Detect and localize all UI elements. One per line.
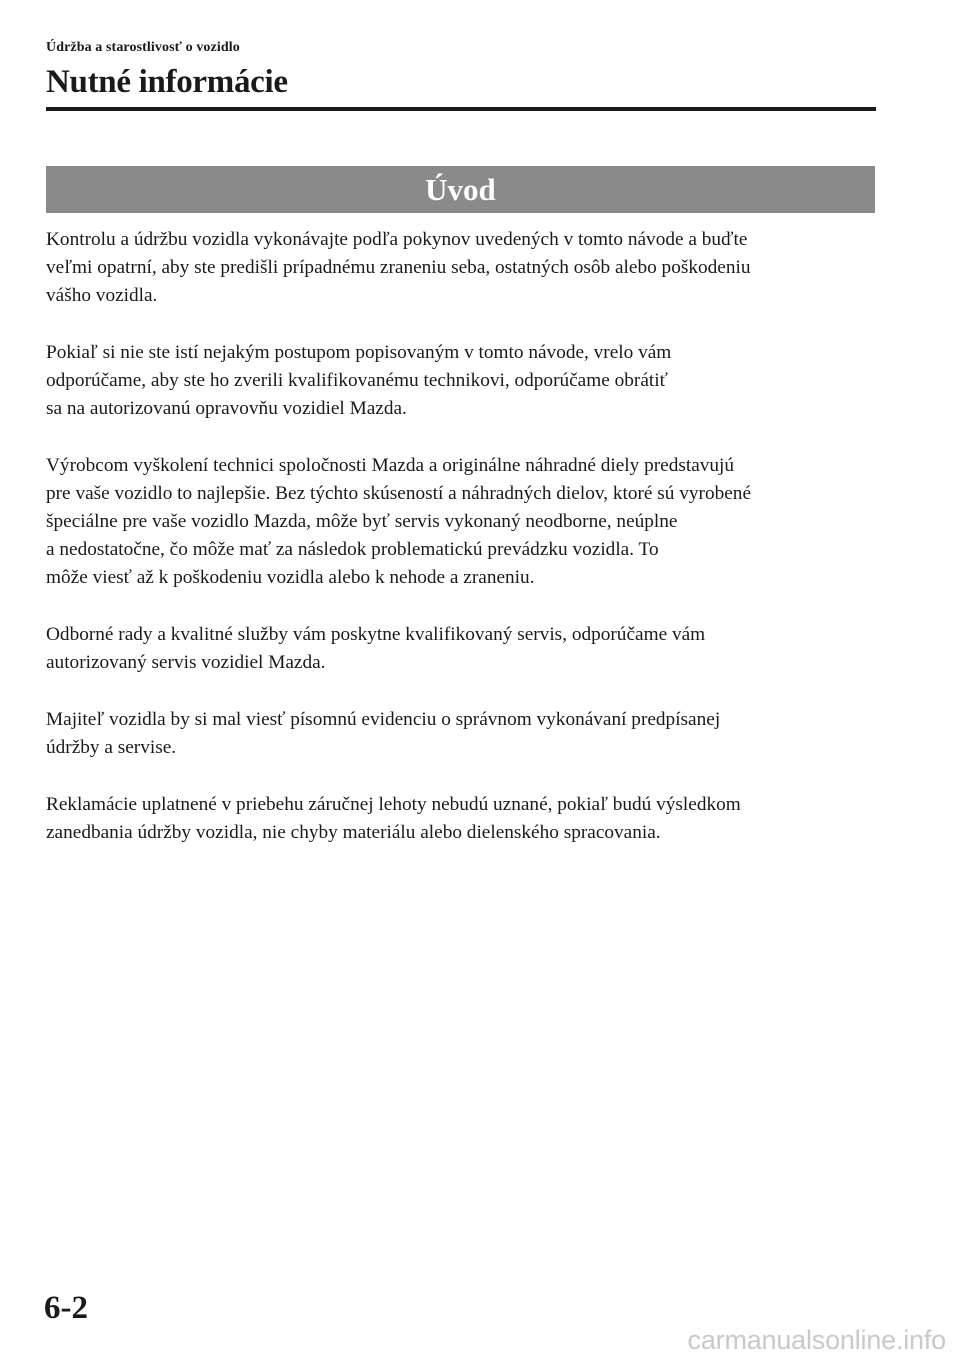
paragraph-5 [46, 706, 876, 762]
paragraph-1 [46, 226, 876, 310]
text-line: údržby a servise. [46, 737, 177, 758]
text-line: Kontrolu a údržbu vozidla vykonávajte podľa pokynov uvedených v tomto návode a buďte [46, 229, 748, 250]
paragraph-6 [46, 791, 876, 847]
text-line: pre vaše vozidlo to najlepšie. Bez týchto skúseností a náhradných dielov, ktoré sú vyrobené [46, 483, 751, 504]
title-divider [46, 107, 876, 111]
paragraph-2 [46, 339, 876, 423]
text-line: Výrobcom vyškolení technici spoločnosti Mazda a originálne náhradné diely predstavujú [46, 455, 735, 476]
text-line: odporúčame, aby ste ho zverili kvalifikovanému technikovi, odporúčame obrátiť [46, 370, 668, 391]
text-line: Odborné rady a kvalitné služby vám poskytne kvalifikovaný servis, odporúčame vám [46, 624, 706, 645]
text-line: a nedostatočne, čo môže mať za následok problematickú prevádzku vozidla. To [46, 539, 659, 560]
section-banner [46, 166, 875, 213]
watermark: carmanualsonline.info [687, 1325, 946, 1355]
running-head: Údržba a starostlivosť o vozidlo [46, 40, 240, 55]
section-banner-label: Úvod [425, 171, 496, 207]
page-title: Nutné informácie [46, 64, 288, 100]
text-line: vášho vozidla. [46, 285, 158, 306]
body-text [46, 226, 876, 876]
text-line: Majiteľ vozidla by si mal viesť písomnú evidenciu o správnom vykonávaní predpísanej [46, 709, 721, 730]
text-line: môže viesť až k poškodeniu vozidla alebo k nehode a zraneniu. [46, 567, 535, 588]
text-line: autorizovaný servis vozidiel Mazda. [46, 652, 326, 673]
paragraph-3 [46, 452, 876, 592]
text-line: veľmi opatrní, aby ste predišli prípadnému zraneniu seba, ostatných osôb alebo poškodeniu [46, 257, 751, 278]
text-line: sa na autorizovanú opravovňu vozidiel Mazda. [46, 398, 407, 419]
text-line: zanedbania údržby vozidla, nie chyby materiálu alebo dielenského spracovania. [46, 822, 661, 843]
text-line: Reklamácie uplatnené v priebehu záručnej lehoty nebudú uznané, pokiaľ budú výsledkom [46, 794, 741, 815]
paragraph-4 [46, 621, 876, 677]
text-line: špeciálne pre vaše vozidlo Mazda, môže byť servis vykonaný neodborne, neúplne [46, 511, 678, 532]
page-number: 6-2 [44, 1290, 88, 1326]
text-line: Pokiaľ si nie ste istí nejakým postupom popisovaným v tomto návode, vrelo vám [46, 342, 672, 363]
